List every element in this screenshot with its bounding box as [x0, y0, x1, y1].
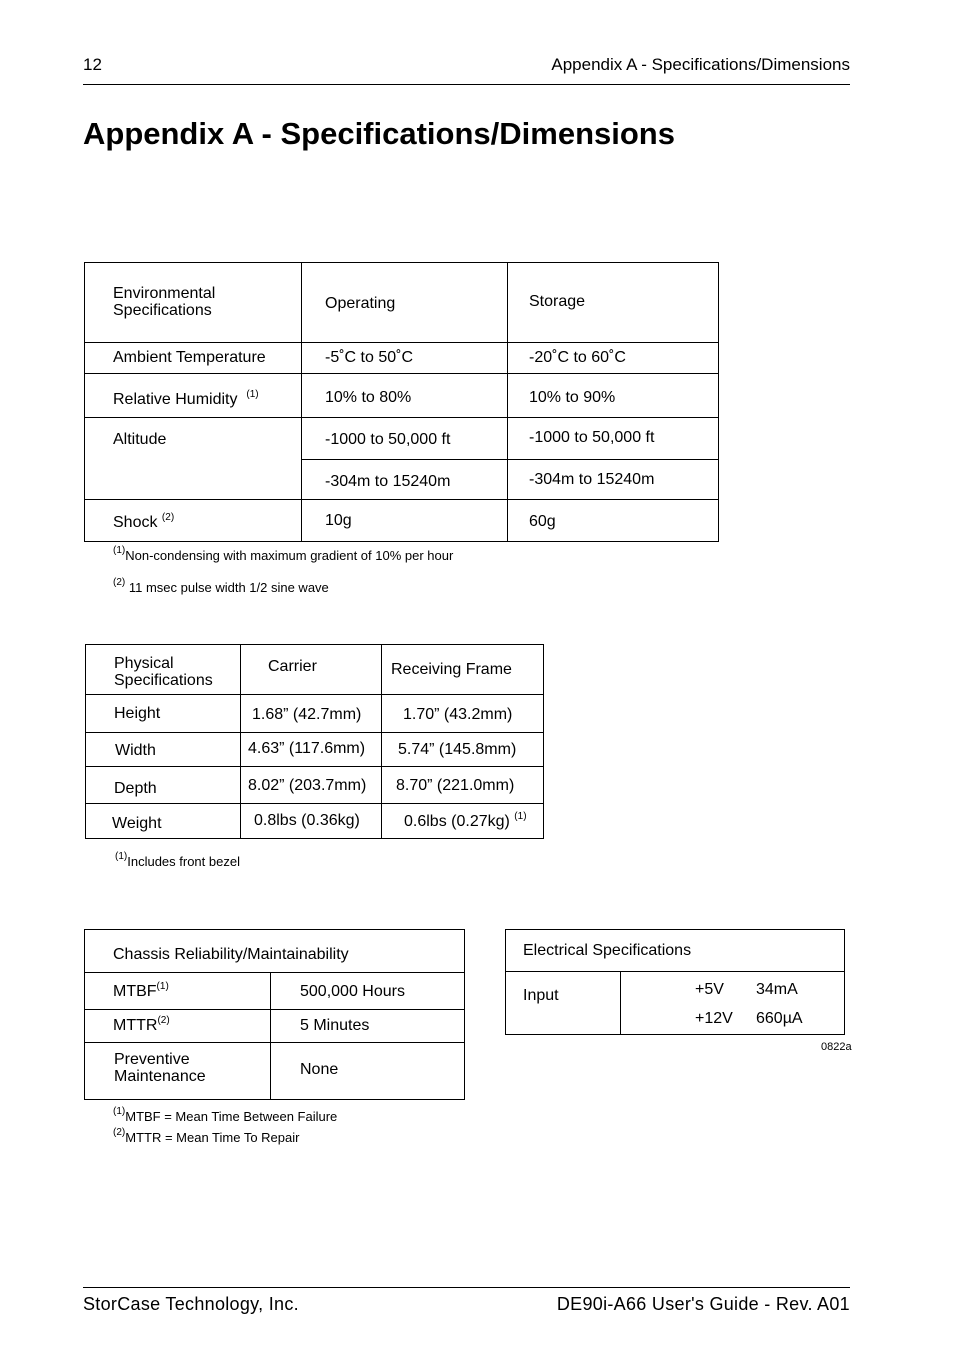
reliability-footnote-2: $^{(2)}$MTTR = Mean Time To Repair: [113, 1127, 300, 1145]
mtbf-value: 500,000 Hours: [300, 983, 405, 1000]
phys-row-carrier: 0.8lbs (0.36kg): [254, 812, 360, 829]
figure-code: 0822a: [821, 1041, 852, 1053]
phys-row-carrier: 8.02” (203.7mm): [248, 777, 367, 794]
current-12v: 660µA: [756, 1010, 803, 1027]
phys-row-label: Weight: [112, 815, 162, 832]
phys-row-label: Height: [114, 705, 161, 722]
mttr-label: MTTR$^{(2)}$: [113, 1015, 170, 1034]
mtbf-label: MTBF$^{(1)}$: [113, 981, 169, 1000]
env-footnote-2: $^{(2)}$ 11 msec pulse width 1/2 sine wave: [113, 577, 329, 595]
input-label: Input: [523, 987, 559, 1004]
ambient-operating: -5˚C to 50˚C: [325, 349, 414, 366]
env-footnote-1: $^{(1)}$Non-condensing with maximum gradient of 10% per hour: [113, 545, 454, 563]
mttr-value: 5 Minutes: [300, 1017, 370, 1034]
voltage-5v: +5V: [695, 981, 724, 998]
phys-header-label: Physical Specifications: [114, 655, 213, 689]
physical-specs-table: [85, 644, 544, 839]
phys-row-frame: 0.6lbs (0.27kg) $^{(1)}$: [404, 811, 527, 830]
reliability-footnote-1: $^{(1)}$MTBF = Mean Time Between Failure: [113, 1106, 338, 1124]
preventive-value: None: [300, 1061, 339, 1078]
altitude-storage-ft: -1000 to 50,000 ft: [529, 429, 655, 446]
footer-guide: DE90i-A66 User's Guide - Rev. A01: [556, 1294, 850, 1314]
shock-storage: 60g: [529, 513, 556, 530]
preventive-label: Preventive Maintenance: [114, 1051, 206, 1085]
altitude-storage-m: -304m to 15240m: [529, 471, 655, 488]
env-header-operating: Operating: [325, 295, 396, 312]
page-number: 12: [83, 55, 102, 74]
current-5v: 34mA: [756, 981, 798, 998]
page-title: Appendix A - Specifications/Dimensions: [83, 116, 675, 151]
humidity-operating: 10% to 80%: [325, 389, 412, 406]
running-header: Appendix A - Specifications/Dimensions: [551, 55, 850, 74]
humidity-label: Relative Humidity $^{(1)}$: [113, 389, 259, 408]
reliability-header: Chassis Reliability/Maintainability: [113, 946, 349, 963]
environmental-specs-table: [84, 262, 719, 542]
phys-row-frame: 5.74” (145.8mm): [398, 741, 517, 758]
altitude-operating-ft: -1000 to 50,000 ft: [325, 431, 451, 448]
phys-row-carrier: 1.68” (42.7mm): [252, 706, 362, 723]
footer-company: StorCase Technology, Inc.: [83, 1294, 299, 1314]
ambient-label: Ambient Temperature: [113, 349, 266, 366]
header-rule: [83, 84, 850, 85]
phys-row-label: Depth: [114, 780, 157, 797]
phys-row-frame: 1.70” (43.2mm): [403, 706, 513, 723]
phys-header-frame: Receiving Frame: [391, 661, 512, 678]
phys-header-carrier: Carrier: [268, 658, 317, 675]
shock-operating: 10g: [325, 512, 352, 529]
reliability-table: [84, 929, 465, 1100]
env-header-storage: Storage: [529, 293, 586, 310]
shock-label: Shock $^{(2)}$: [113, 512, 175, 531]
ambient-storage: -20˚C to 60˚C: [529, 349, 626, 366]
humidity-storage: 10% to 90%: [529, 389, 616, 406]
altitude-label: Altitude: [113, 431, 167, 448]
voltage-12v: +12V: [695, 1010, 733, 1027]
phys-row-label: Width: [115, 742, 156, 759]
phys-row-carrier: 4.63” (117.6mm): [248, 740, 366, 757]
altitude-operating-m: -304m to 15240m: [325, 473, 451, 490]
phys-row-frame: 8.70” (221.0mm): [396, 777, 515, 794]
env-header-label: Environmental Specifications: [113, 285, 216, 319]
electrical-header: Electrical Specifications: [523, 942, 692, 959]
electrical-specs-table: [505, 929, 845, 1035]
footer-rule: [83, 1287, 850, 1288]
phys-footnote: $^{(1)}$Includes front bezel: [115, 851, 240, 869]
